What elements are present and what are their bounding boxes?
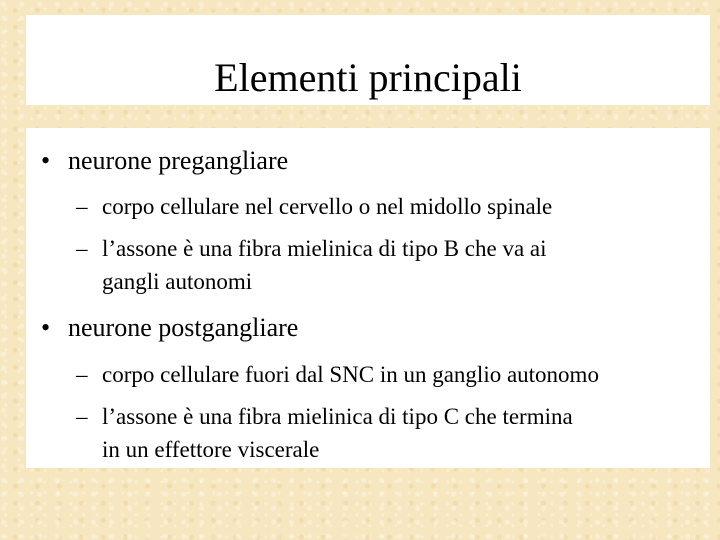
sub-item-text: corpo cellulare fuori dal SNC in un ganglio autonomo — [102, 362, 599, 387]
dash-marker: – — [76, 404, 88, 429]
dash-marker: – — [76, 194, 88, 219]
sub-item-text: corpo cellulare nel cervello o nel midollo spinale — [102, 194, 553, 219]
sub-item-text: in un effettore viscerale — [102, 437, 320, 462]
bullet-label: neurone postgangliare — [68, 313, 299, 342]
bullet-marker: • — [41, 313, 51, 342]
sub-item-text: gangli autonomi — [102, 269, 253, 294]
bullet-label: neurone pregangliare — [68, 146, 289, 175]
title-panel — [26, 15, 710, 105]
dash-marker: – — [76, 362, 88, 387]
dash-marker: – — [76, 236, 88, 261]
bullet-marker: • — [41, 146, 51, 175]
content-panel — [26, 128, 710, 468]
sub-item-text: l’assone è una fibra mielinica di tipo B che va ai — [102, 236, 547, 261]
sub-item-text: l’assone è una fibra mielinica di tipo C che termina — [102, 404, 573, 429]
slide-title: Elementi principali — [214, 55, 522, 100]
